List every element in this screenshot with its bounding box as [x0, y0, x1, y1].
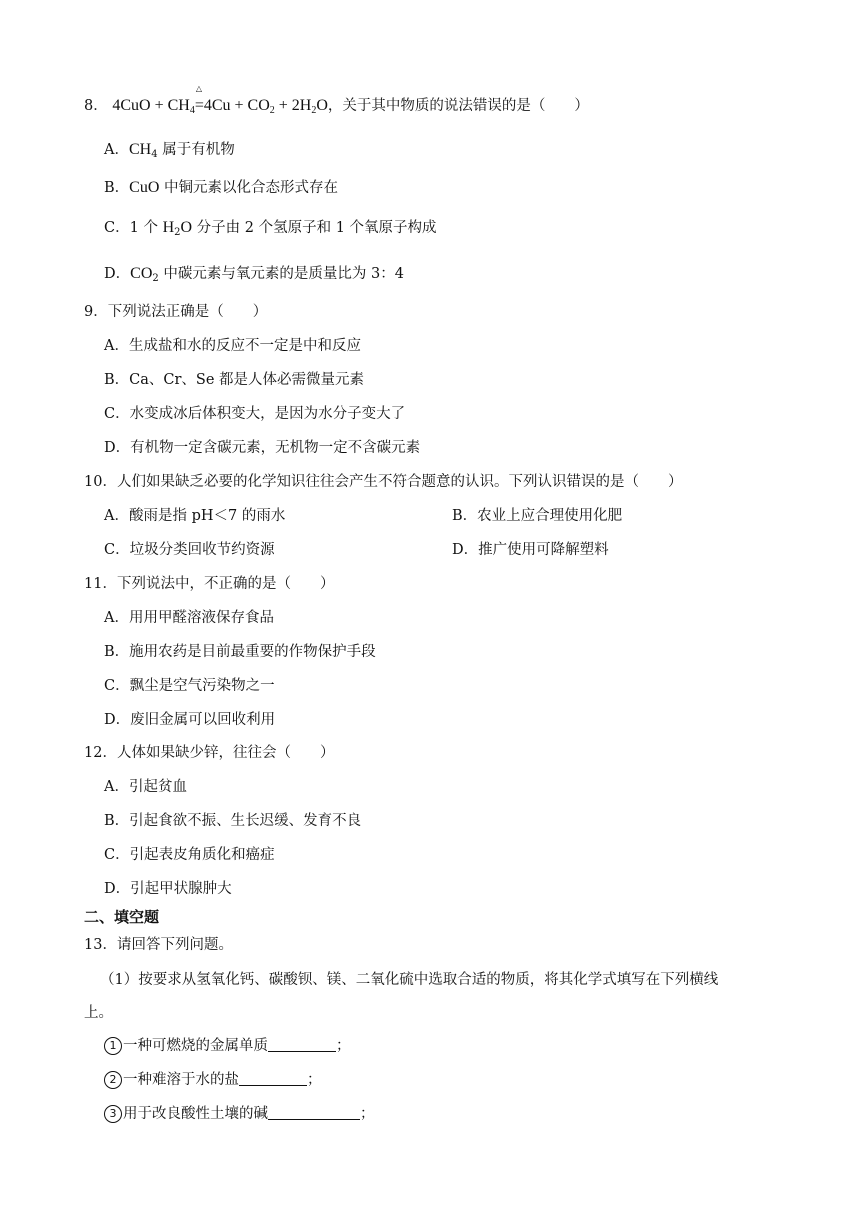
option-a: A．用用甲醛溶液保存食品	[104, 610, 274, 626]
heat-equals-sign: △ =	[194, 84, 204, 114]
answer-blank[interactable]	[268, 1037, 336, 1052]
option-c: C．水变成冰后体积变大，是因为水分子变大了	[104, 406, 406, 422]
question-13-part1: （1）按要求从氢氧化钙、碳酸钡、镁、二氧化硫中选取合适的物质，将其化学式填写在下列横线	[100, 972, 719, 988]
answer-blank[interactable]	[268, 1105, 360, 1120]
section-heading: 二、填空题	[84, 908, 160, 926]
question-number: 8．	[84, 98, 108, 114]
option-b: B．施用农药是目前最重要的作物保护手段	[104, 644, 376, 660]
option-a: A．引起贫血	[104, 779, 187, 795]
option-c: C．引起表皮角质化和癌症	[104, 847, 275, 863]
question-text: ，关于其中物质的说法错误的是（ ）	[327, 98, 589, 114]
question-13-part1-cont: 上。	[84, 1005, 113, 1021]
option-c: C．飘尘是空气污染物之一	[104, 678, 275, 694]
delta-icon: △	[195, 84, 202, 93]
circled-number-1: 1	[104, 1037, 122, 1055]
fill-item-2: 2 一种难溶于水的盐 ；	[104, 1070, 322, 1090]
option-d: D．有机物一定含碳元素，无机物一定不含碳元素	[104, 440, 421, 456]
answer-blank[interactable]	[239, 1071, 307, 1086]
fill-item-1: 1 一种可燃烧的金属单质 ；	[104, 1036, 351, 1056]
option-b: B．农业上应合理使用化肥	[452, 508, 623, 524]
question-13-stem: 13．请回答下列问题。	[84, 937, 233, 953]
option-c: C．1 个 $H_2O$ 分子由 2 个氢原子和 1 个氧原子构成	[104, 219, 437, 238]
option-d: D．$CO_2$ 中碳元素与氧元素的是质量比为 3：4	[104, 265, 404, 284]
option-d: D．推广使用可降解塑料	[452, 542, 609, 558]
fill-item-3: 3 用于改良酸性土壤的碱 ；	[104, 1104, 375, 1124]
option-d: D．引起甲状腺肿大	[104, 881, 232, 897]
chemical-equation: $4CuO + CH_4$ △ $=4Cu + CO_2 + 2H_2O$	[112, 84, 328, 116]
option-a: A．酸雨是指 pH＜7 的雨水	[104, 508, 286, 524]
question-12-stem: 12．人体如果缺少锌，往往会（ ）	[84, 745, 335, 761]
option-b: B．CuO 中铜元素以化合态形式存在	[104, 179, 338, 196]
question-10-stem: 10．人们如果缺乏必要的化学知识往往会产生不符合题意的认识。下列认识错误的是（ ）	[84, 474, 683, 490]
circled-number-3: 3	[104, 1105, 122, 1123]
question-11-stem: 11．下列说法中，不正确的是（ ）	[84, 576, 335, 592]
option-a: A．生成盐和水的反应不一定是中和反应	[104, 338, 361, 354]
option-b: B．Ca、Cr、Se 都是人体必需微量元素	[104, 372, 365, 388]
option-a: A．$CH_4$ 属于有机物	[104, 141, 235, 160]
option-c: C．垃圾分类回收节约资源	[104, 542, 275, 558]
option-b: B．引起食欲不振、生长迟缓、发育不良	[104, 813, 362, 829]
circled-number-2: 2	[104, 1071, 122, 1089]
option-d: D．废旧金属可以回收利用	[104, 712, 276, 728]
question-8-stem	[84, 84, 589, 121]
question-9-stem: 9．下列说法正确是（ ）	[84, 304, 268, 320]
